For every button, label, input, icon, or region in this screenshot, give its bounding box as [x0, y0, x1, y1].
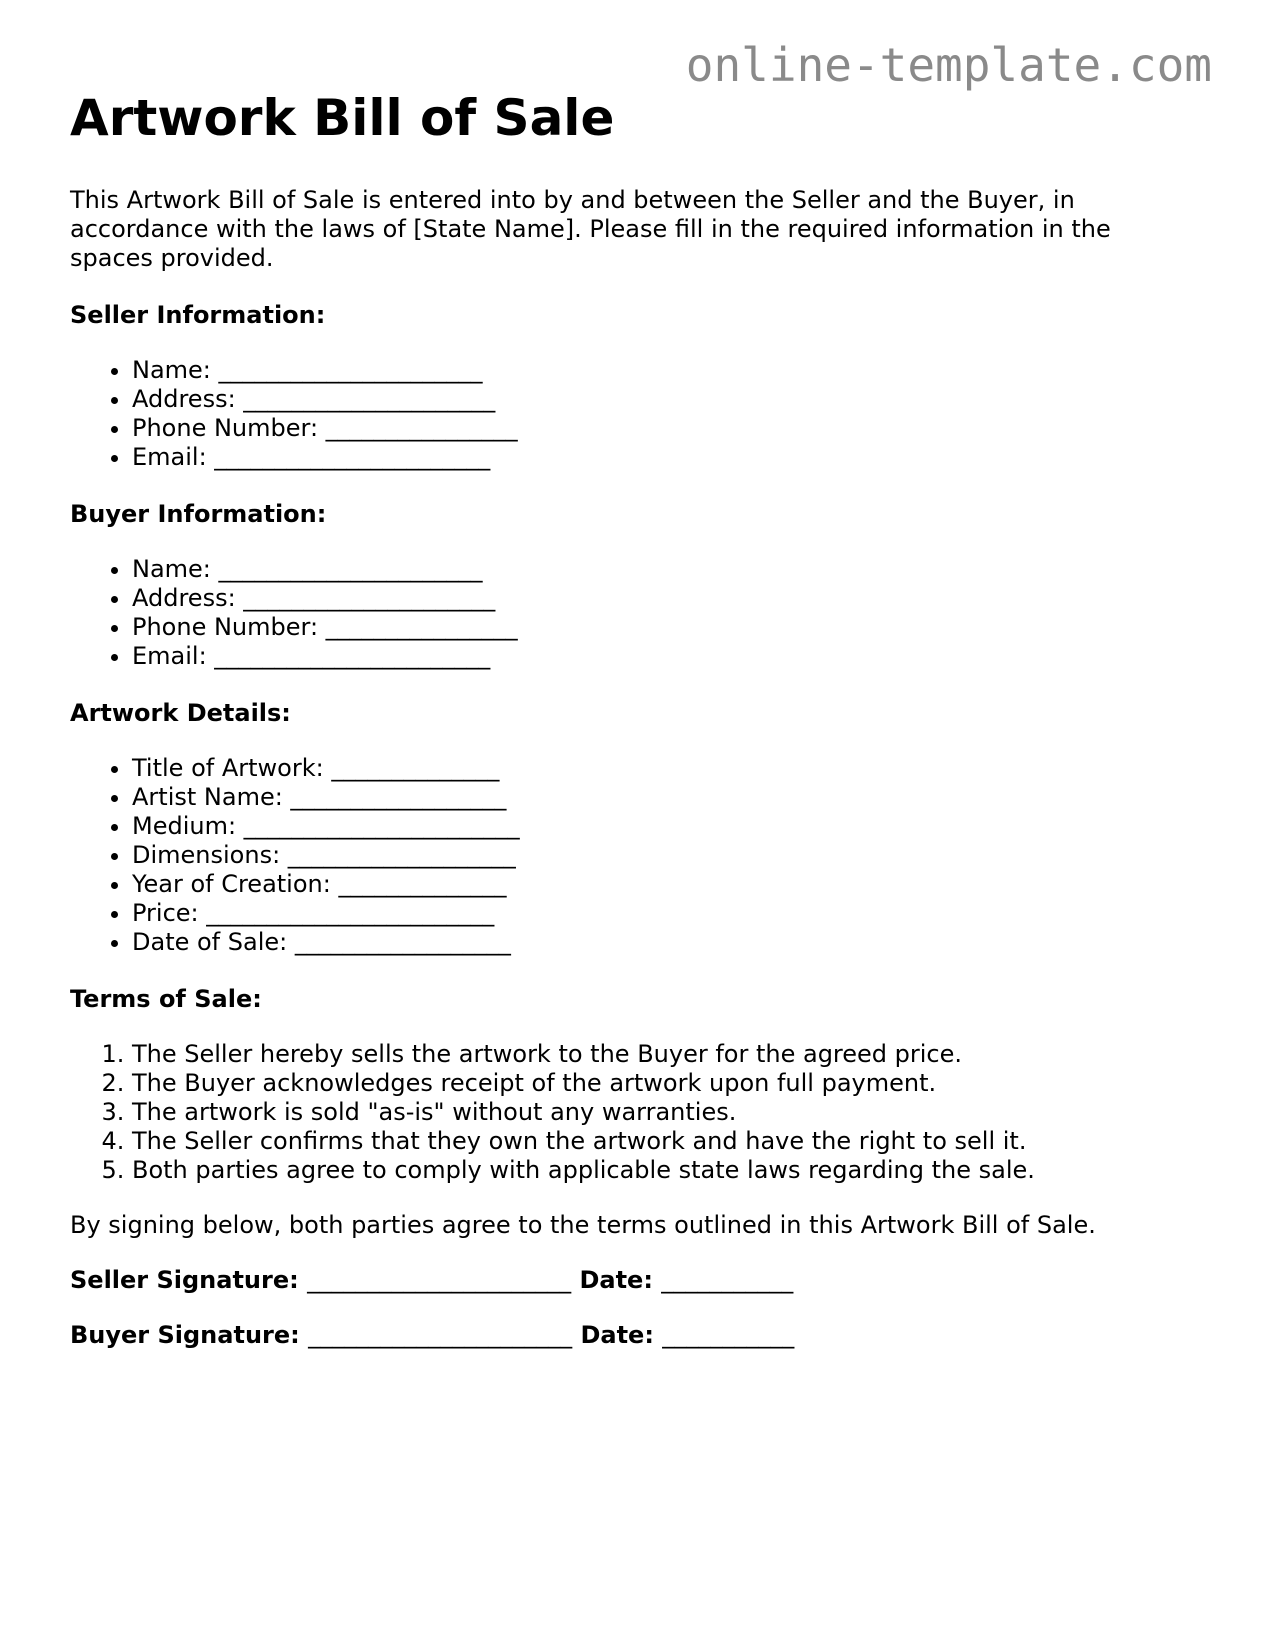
buyer-info-heading: Buyer Information:	[70, 500, 327, 528]
seller-name-field: • Name: ______________________	[132, 356, 1200, 385]
term-item: 4. The Seller confirms that they own the artwork and have the right to sell it.	[132, 1127, 1200, 1156]
artwork-details-heading: Artwork Details:	[70, 699, 291, 727]
buyer-date-label: Date:	[572, 1321, 663, 1349]
seller-signature-line	[70, 1266, 1200, 1295]
watermark-text: online-template.com	[685, 38, 1212, 92]
seller-signature-label: Seller Signature:	[70, 1266, 308, 1294]
dimensions-field: • Dimensions: ___________________	[132, 841, 1200, 870]
terms-list	[70, 1040, 1200, 1185]
seller-date-blank: ___________	[661, 1266, 794, 1294]
term-item: 2. The Buyer acknowledges receipt of the artwork upon full payment.	[132, 1069, 1200, 1098]
buyer-signature-line	[70, 1321, 1200, 1350]
buyer-signature-blank: ______________________	[308, 1321, 573, 1349]
seller-email-field: • Email: _______________________	[132, 443, 1200, 472]
date-of-sale-field: • Date of Sale: __________________	[132, 928, 1200, 957]
term-item: 3. The artwork is sold "as-is" without any warranties.	[132, 1098, 1200, 1127]
buyer-date-blank: ___________	[662, 1321, 795, 1349]
document-page	[70, 88, 1200, 1350]
seller-info-heading: Seller Information:	[70, 301, 326, 329]
artwork-title-field: • Title of Artwork: ______________	[132, 754, 1200, 783]
closing-statement: By signing below, both parties agree to the terms outlined in this Artwork Bill of Sale.	[70, 1211, 1096, 1239]
price-field: • Price: ________________________	[132, 899, 1200, 928]
buyer-address-field: • Address: _____________________	[132, 584, 1200, 613]
buyer-phone-field: • Phone Number: ________________	[132, 613, 1200, 642]
terms-heading: Terms of Sale:	[70, 985, 262, 1013]
seller-signature-blank: ______________________	[307, 1266, 572, 1294]
seller-info-list	[70, 356, 1200, 472]
buyer-info-list	[70, 555, 1200, 671]
term-item: 1. The Seller hereby sells the artwork to the Buyer for the agreed price.	[132, 1040, 1200, 1069]
seller-address-field: • Address: _____________________	[132, 385, 1200, 414]
artist-name-field: • Artist Name: __________________	[132, 783, 1200, 812]
medium-field: • Medium: _______________________	[132, 812, 1200, 841]
buyer-email-field: • Email: _______________________	[132, 642, 1200, 671]
buyer-signature-label: Buyer Signature:	[70, 1321, 309, 1349]
buyer-name-field: • Name: ______________________	[132, 555, 1200, 584]
intro-paragraph: This Artwork Bill of Sale is entered into by and between the Seller and the Buyer, in accordance with the laws of [State Name]. Please fill in the required information in the spaces provided.	[70, 186, 1111, 272]
artwork-details-list	[70, 754, 1200, 957]
seller-date-label: Date:	[571, 1266, 662, 1294]
year-of-creation-field: • Year of Creation: ______________	[132, 870, 1200, 899]
term-item: 5. Both parties agree to comply with applicable state laws regarding the sale.	[132, 1156, 1200, 1185]
seller-phone-field: • Phone Number: ________________	[132, 414, 1200, 443]
document-title: Artwork Bill of Sale	[70, 89, 615, 147]
